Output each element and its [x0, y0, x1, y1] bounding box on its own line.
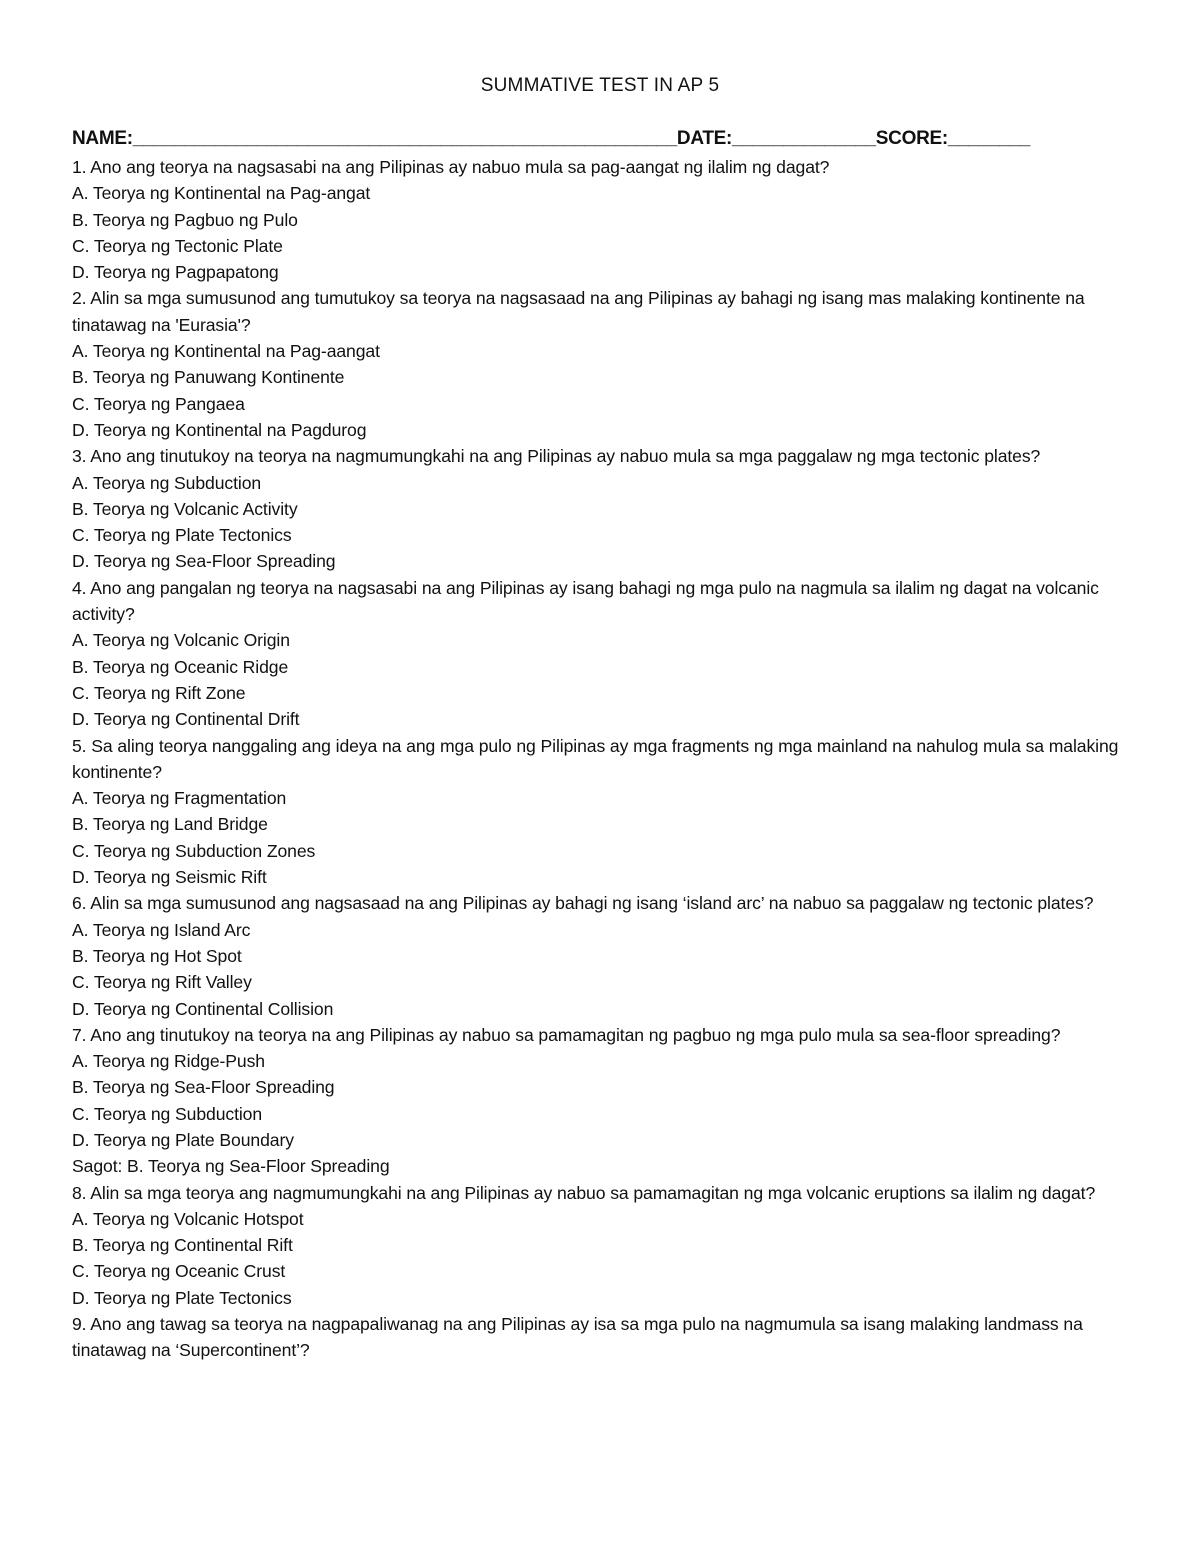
choice-8c: C. Teorya ng Oceanic Crust — [72, 1261, 286, 1282]
choice-7a: A. Teorya ng Ridge-Push — [72, 1051, 265, 1072]
choice-5d: D. Teorya ng Seismic Rift — [72, 867, 267, 888]
choice-6b: B. Teorya ng Hot Spot — [72, 945, 242, 966]
choice-1b: B. Teorya ng Pagbuo ng Pulo — [72, 209, 298, 230]
question-7: 7. Ano ang tinutukoy na teorya na ang Pilipinas ay nabuo sa pamamagitan ng pagbuo ng mga pulo mula sa sea-floor spreading? — [72, 1024, 1061, 1045]
page-title: SUMMATIVE TEST IN AP 5 — [480, 75, 720, 96]
choice-8d: D. Teorya ng Plate Tectonics — [72, 1287, 292, 1308]
question-9: 9. Ano ang tawag sa teorya na nagpapaliwanag na ang Pilipinas ay isa sa mga pulo na nagmumula sa isang malaking landmass na tinatawag na ‘Supercontinent’? — [72, 1314, 1083, 1361]
question-2: 2. Alin sa mga sumusunod ang tumutukoy sa teorya na nagsasaad na ang Pilipinas ay bahagi ng isang mas malaking kontinente na tinatawag na 'Eurasia'? — [72, 288, 1085, 335]
choice-3b: B. Teorya ng Volcanic Activity — [72, 498, 298, 519]
choice-8b: B. Teorya ng Continental Rift — [72, 1235, 293, 1256]
choice-1d: D. Teorya ng Pagpapatong — [72, 262, 279, 283]
choice-4c: C. Teorya ng Rift Zone — [72, 682, 246, 703]
choice-3a: A. Teorya ng Subduction — [72, 472, 262, 493]
choice-3c: C. Teorya ng Plate Tectonics — [72, 525, 292, 546]
choice-3d: D. Teorya ng Sea-Floor Spreading — [72, 551, 336, 572]
choice-6a: A. Teorya ng Island Arc — [72, 919, 251, 940]
question-4: 4. Ano ang pangalan ng teorya na nagsasabi na ang Pilipinas ay isang bahagi ng mga pulo na nagmula sa ilalim ng dagat na volcanic activity? — [72, 577, 1099, 625]
choice-5a: A. Teorya ng Fragmentation — [72, 788, 287, 809]
question-6: 6. Alin sa mga sumusunod ang nagsasaad na ang Pilipinas ay bahagi ng isang ‘island arc’ na nabuo sa paggalaw ng tectonic plates? — [72, 893, 1094, 914]
choice-2b: B. Teorya ng Panuwang Kontinente — [72, 367, 345, 388]
choice-2a: A. Teorya ng Kontinental na Pag-aangat — [72, 341, 380, 362]
choice-4a: A. Teorya ng Volcanic Origin — [72, 630, 290, 651]
choice-7d: D. Teorya ng Plate Boundary — [72, 1129, 294, 1150]
choice-7b: B. Teorya ng Sea-Floor Spreading — [72, 1077, 335, 1098]
question-5: 5. Sa aling teorya nanggaling ang ideya na ang mga pulo ng Pilipinas ay mga fragments ng mga mainland na nahulog mula sa malaking kontinente? — [72, 735, 1119, 782]
question-1: 1. Ano ang teorya na nagsasabi na ang Pilipinas ay nabuo mula sa pag-aangat ng ilalim ng dagat? — [72, 157, 830, 177]
choice-2c: C. Teorya ng Pangaea — [72, 393, 245, 414]
choice-5c: C. Teorya ng Subduction Zones — [72, 840, 316, 861]
choice-2d: D. Teorya ng Kontinental na Pagdurog — [72, 419, 367, 440]
question-3: 3. Ano ang tinutukoy na teorya na nagmumungkahi na ang Pilipinas ay nabuo mula sa mga paggalaw ng mga tectonic plates? — [72, 446, 1041, 467]
question-8: 8. Alin sa mga teorya ang nagmumungkahi na ang Pilipinas ay nabuo sa pamamagitan ng mga volcanic eruptions sa ilalim ng dagat? — [72, 1182, 1096, 1203]
choice-5b: B. Teorya ng Land Bridge — [72, 814, 268, 835]
choice-8a: A. Teorya ng Volcanic Hotspot — [72, 1208, 304, 1229]
choice-4b: B. Teorya ng Oceanic Ridge — [72, 656, 289, 677]
answer-7: Sagot: B. Teorya ng Sea-Floor Spreading — [72, 1156, 390, 1177]
choice-1a: A. Teorya ng Kontinental na Pag-angat — [72, 183, 371, 204]
choice-6d: D. Teorya ng Continental Collision — [72, 998, 334, 1019]
name-date-score-line: NAME:_____________________________________________________DATE:______________SCORE:________ — [72, 128, 1031, 149]
choice-6c: C. Teorya ng Rift Valley — [72, 972, 252, 993]
choice-7c: C. Teorya ng Subduction — [72, 1103, 263, 1124]
choice-4d: D. Teorya ng Continental Drift — [72, 709, 300, 730]
test-page — [72, 72, 1128, 1364]
question-list — [72, 154, 1128, 1364]
choice-1c: C. Teorya ng Tectonic Plate — [72, 235, 283, 256]
